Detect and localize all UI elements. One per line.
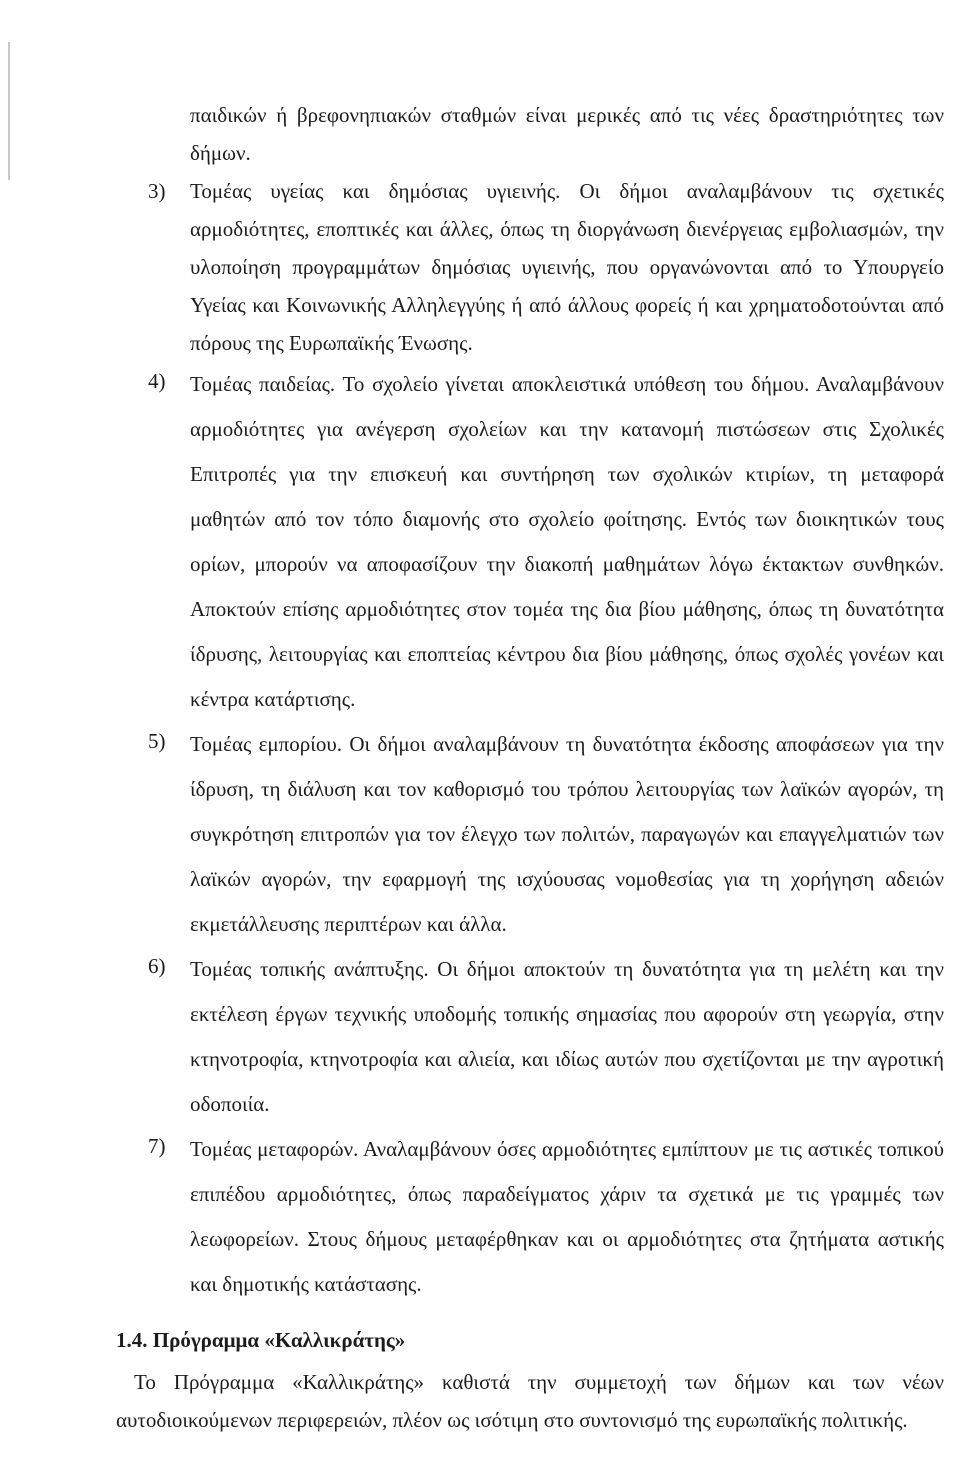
section-heading: 1.4. Πρόγραμμα «Καλλικράτης» — [116, 1328, 406, 1352]
list-item-number: 5) — [148, 729, 166, 753]
list-item — [148, 172, 944, 362]
sector-list — [148, 96, 944, 1307]
section-kallikratis — [116, 1325, 944, 1439]
list-item-text: Τομέας υγείας και δημόσιας υγιεινής. Οι δήμοι αναλαμβάνουν τις σχετικές αρμοδιότητες, εποπτικές και άλλες, όπως τη διοργάνωση διενέργειας εμβολιασμών, την υλοποίηση προγραμμάτων δημόσιας υγιεινής, που οργανώνονται από το Υπουργείο Υγείας και Κοινωνικής Αλληλεγγύης ή από άλλους φορείς ή και χρηματοδοτούνται από πόρους της Ευρωπαϊκής Ένωσης. — [190, 179, 944, 355]
list-item — [148, 1127, 944, 1307]
list-item-number: 4) — [148, 369, 166, 393]
list-item-text: Τομέας τοπικής ανάπτυξης. Οι δήμοι αποκτούν τη δυνατότητα για τη μελέτη και την εκτέλεση έργων τεχνικής υποδομής τοπικής σημασίας που αφορούν στη γεωργία, στην κτηνοτροφία, κτηνοτροφία και αλιεία, και ιδίως αυτών που σχετίζονται με την αγροτική οδοποιία. — [190, 957, 944, 1116]
list-item-text: Τομέας μεταφορών. Αναλαμβάνουν όσες αρμοδιότητες εμπίπτουν με τις αστικές τοπικού επιπέδου αρμοδιότητες, όπως παραδείγματος χάριν τα σχετικά με τις γραμμές των λεωφορείων. Στους δήμους μεταφέρθηκαν και οι αρμοδιότητες στα ζητήματα αστικής και δημοτικής κατάστασης. — [190, 1137, 944, 1296]
list-item — [148, 947, 944, 1127]
list-item-number: 3) — [148, 179, 166, 203]
list-item — [148, 362, 944, 722]
list-item-text: Τομέας εμπορίου. Οι δήμοι αναλαμβάνουν τη δυνατότητα έκδοσης αποφάσεων για την ίδρυση, τη διάλυση και τον καθορισμό του τρόπου λειτουργίας των λαϊκών αγορών, τη συγκρότηση επιτροπών για τον έλεγχο των πολιτών, παραγωγών και επαγγελματιών των λαϊκών αγορών, την εφαρμογή της ισχύουσας νομοθεσίας για τη χορήγηση αδειών εκμετάλλευσης περιπτέρων και άλλα. — [190, 732, 944, 936]
list-item-number: 7) — [148, 1134, 166, 1158]
list-item — [148, 722, 944, 947]
section-paragraph: Το Πρόγραμμα «Καλλικράτης» καθιστά την συμμετοχή των δήμων και των νέων αυτοδιοικούμενων περιφερειών, πλέον ως ισότιμη στο συντονισμό της ευρωπαϊκής πολιτικής. — [116, 1370, 944, 1432]
list-item-text: Τομέας παιδείας. Το σχολείο γίνεται αποκλειστικά υπόθεση του δήμου. Αναλαμβάνουν αρμοδιότητες για ανέγερση σχολείων και την κατανομή πιστώσεων στις Σχολικές Επιτροπές για την επισκευή και συντήρηση των σχολικών κτιρίων, τη μεταφορά μαθητών από τον τόπο διαμονής στο σχολείο φοίτησης. Εντός των διοικητικών τους ορίων, μπορούν να αποφασίζουν την διακοπή μαθημάτων λόγω έκτακτων συνθηκών. Αποκτούν επίσης αρμοδιότητες στον τομέα της δια βίου μάθησης, όπως τη δυνατότητα ίδρυσης, λειτουργίας και εποπτείας κέντρου δια βίου μάθησης, όπως σχολές γονέων και κέντρα κατάρτισης. — [190, 372, 944, 711]
continuation-paragraph: παιδικών ή βρεφονηπιακών σταθμών είναι μερικές από τις νέες δραστηριότητες των δήμων. — [190, 103, 944, 165]
list-item-number: 6) — [148, 954, 166, 978]
